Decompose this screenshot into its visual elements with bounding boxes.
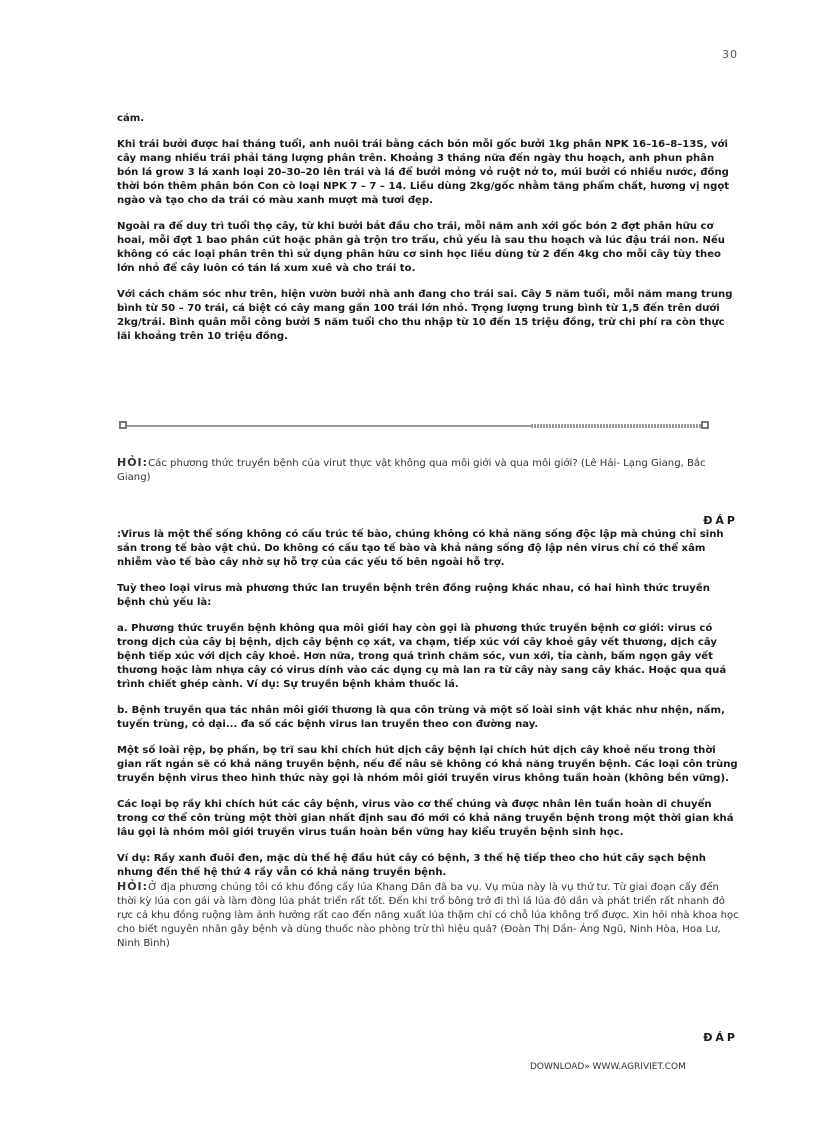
paragraph: a. Phương thức truyền bệnh không qua môi giới hay còn gọi là phương thức truyền bệnh cơ giới: virus có trong dịch của cây bị bệnh, dịch cây bệnh cọ xát, va chạm, tiếp xúc với cây khoẻ gây vết thương, dịch cây bệnh tiếp xúc với dịch cây khoẻ. Hơn nữa, trong quá trình chăm sóc, vun xới, tỉa cành, bấm ngọn gây vết thương hoặc làm nhựa cây có virus dính vào các dụng cụ mà lan ra từ cây này sang cây khác. Hoặc qua quá trình chiết ghép cành. Ví dụ: Sự truyền bệnh khảm thuốc lá. <box>117 623 727 690</box>
question-label: HỎI: <box>117 456 149 469</box>
question-label: HỎI: <box>117 880 149 893</box>
answer-1 <box>117 528 739 951</box>
divider-cap-icon <box>701 421 709 429</box>
answer-label: ĐÁP <box>703 1031 738 1044</box>
page-number: 30 <box>722 48 738 61</box>
question-2-text: HỎI:Ở địa phương chúng tôi có khu đồng cấy lúa Khang Dân đã ba vụ. Vụ mùa này là vụ thứ tư. Từ giai đoạn cấy đến thời kỳ lúa con gái và làm đòng lúa phát triển rất tốt. Đến khi trổ bông trở đi thì lá lúa đỏ dần và phát triển rất nhanh đỏ rực cả khu đồng ruộng làm ảnh hưởng rất cao đến năng xuất lúa thậm chí có chỗ lúa không trổ được. Xin hỏi nhà khoa học cho biết nguyên nhân gây bệnh và dùng thuốc nào phòng trừ thì hiệu quả? (Đoàn Thị Dần- Áng Ngũ, Ninh Hòa, Hoa Lư, Ninh Bình) <box>117 880 739 949</box>
question-1 <box>117 456 739 485</box>
paragraph: Ví dụ: Rầy xanh đuôi đen, mặc dù thế hệ đầu hút cây có bệnh, 3 thế hệ tiếp theo cho hút cây sạch bệnh nhưng đến thế hệ thứ 4 rầy vẫn có khả năng truyền bệnh. <box>117 853 706 878</box>
paragraph: Một số loài rệp, bọ phấn, bọ trĩ sau khi chích hút dịch cây bệnh lại chích hút dịch cây khoẻ nếu trong thời gian rất ngắn sẽ có khả năng truyền bệnh, nếu để nâu sẽ không có khả năng truyền bệnh. Các loại côn trùng truyền bệnh virus theo hình thức này gọi là nhóm môi giới truyền virus không tuần hoàn (không bền vững). <box>117 745 738 784</box>
question-text: HỎI:Các phương thức truyền bệnh của virut thực vật không qua môi giới và qua môi giới? (Lê Hải- Lạng Giang, Bắc Giang) <box>117 456 706 483</box>
paragraph: Ngoài ra để duy trì tuổi thọ cây, từ khi bưởi bắt đầu cho trái, mỗi năm anh xới gốc bón 2 đợt phân hữu cơ hoai, mỗi đợt 1 bao phân cút hoặc phân gà trộn tro trấu, chủ yếu là sau thu hoạch và lúc đậu trái non. Nếu không có các loại phân trên thì sử dụng phân hữu cơ sinh học liều dùng từ 2 đến 4kg cho mỗi cây tùy theo lớn nhỏ để cây luôn có tán lá xum xuê và cho trái to. <box>117 221 725 274</box>
article-block-1 <box>117 112 739 344</box>
answer-label: ĐÁP <box>703 514 738 527</box>
paragraph: Với cách chăm sóc như trên, hiện vườn bưởi nhà anh đang cho trái sai. Cây 5 năm tuổi, mỗi năm mang trung bình từ 50 – 70 trái, cá biệt có cây mang gần 100 trái lớn nhỏ. Trọng lượng trung bình từ 1,5 đến trên dưới 2kg/trái. Bình quân mỗi công bưởi 5 năm tuổi cho thu nhập từ 10 đến 15 triệu đồng, trừ chi phí ra còn thực lãi khoảng trên 10 triệu đồng. <box>117 289 733 342</box>
paragraph: cám. <box>117 113 145 124</box>
paragraph: Các loại bọ rầy khi chích hút các cây bệnh, virus vào cơ thể chúng và được nhân lên tuần hoàn di chuyển trong cơ thể côn trùng một thời gian nhất định sau đó mới có khả năng truyền bệnh trong một thời gian khá lâu gọi là nhóm môi giới truyền virus tuần hoàn bền vững hay kiểu truyền bệnh sinh học. <box>117 799 734 838</box>
divider-cap-icon <box>119 421 127 429</box>
section-divider <box>119 419 709 433</box>
paragraph: :Virus là một thể sống không có cấu trúc tế bào, chúng không có khả năng sống độc lập mà chúng chỉ sinh sản trong tế bào vật chủ. Do không có cấu tạo tế bào và khả năng sống độ lập nên virus chỉ có thể xâm nhiễm vào tế bào cây nhờ sự hỗ trợ của các yếu tố bên ngoài hỗ trợ. <box>117 529 724 568</box>
footer-download-link[interactable]: DOWNLOAD» WWW.AGRIVIET.COM <box>530 1062 686 1072</box>
paragraph: b. Bệnh truyền qua tác nhân môi giới thương là qua côn trùng và một số loài sinh vật khác như nhện, nấm, tuyến trùng, cỏ dại... đa số các bệnh virus lan truyền theo con đường nay. <box>117 705 725 730</box>
paragraph: Tuỳ theo loại virus mà phương thức lan truyền bệnh trên đồng ruộng khác nhau, có hai hình thức truyền bệnh chủ yếu là: <box>117 583 710 608</box>
paragraph: Khi trái bưởi được hai tháng tuổi, anh nuôi trái bằng cách bón mỗi gốc bưởi 1kg phân NPK 16–16–8–13S, với cây mang nhiều trái phải tăng lượng phân trên. Khoảng 3 tháng nữa đến ngày thu hoạch, anh phun phân bón lá grow 3 lá xanh loại 20–30–20 lên trái và lá để bưởi mỏng vỏ ruột nở to, múi bưởi có nhiều nước, đồng thời bón thêm phân bón Con cò loại NPK 7 – 7 – 14. Liều dùng 2kg/gốc nhằm tăng phẩm chất, hương vị ngọt ngào và tạo cho da trái có màu xanh mượt mà tươi đẹp. <box>117 139 730 206</box>
